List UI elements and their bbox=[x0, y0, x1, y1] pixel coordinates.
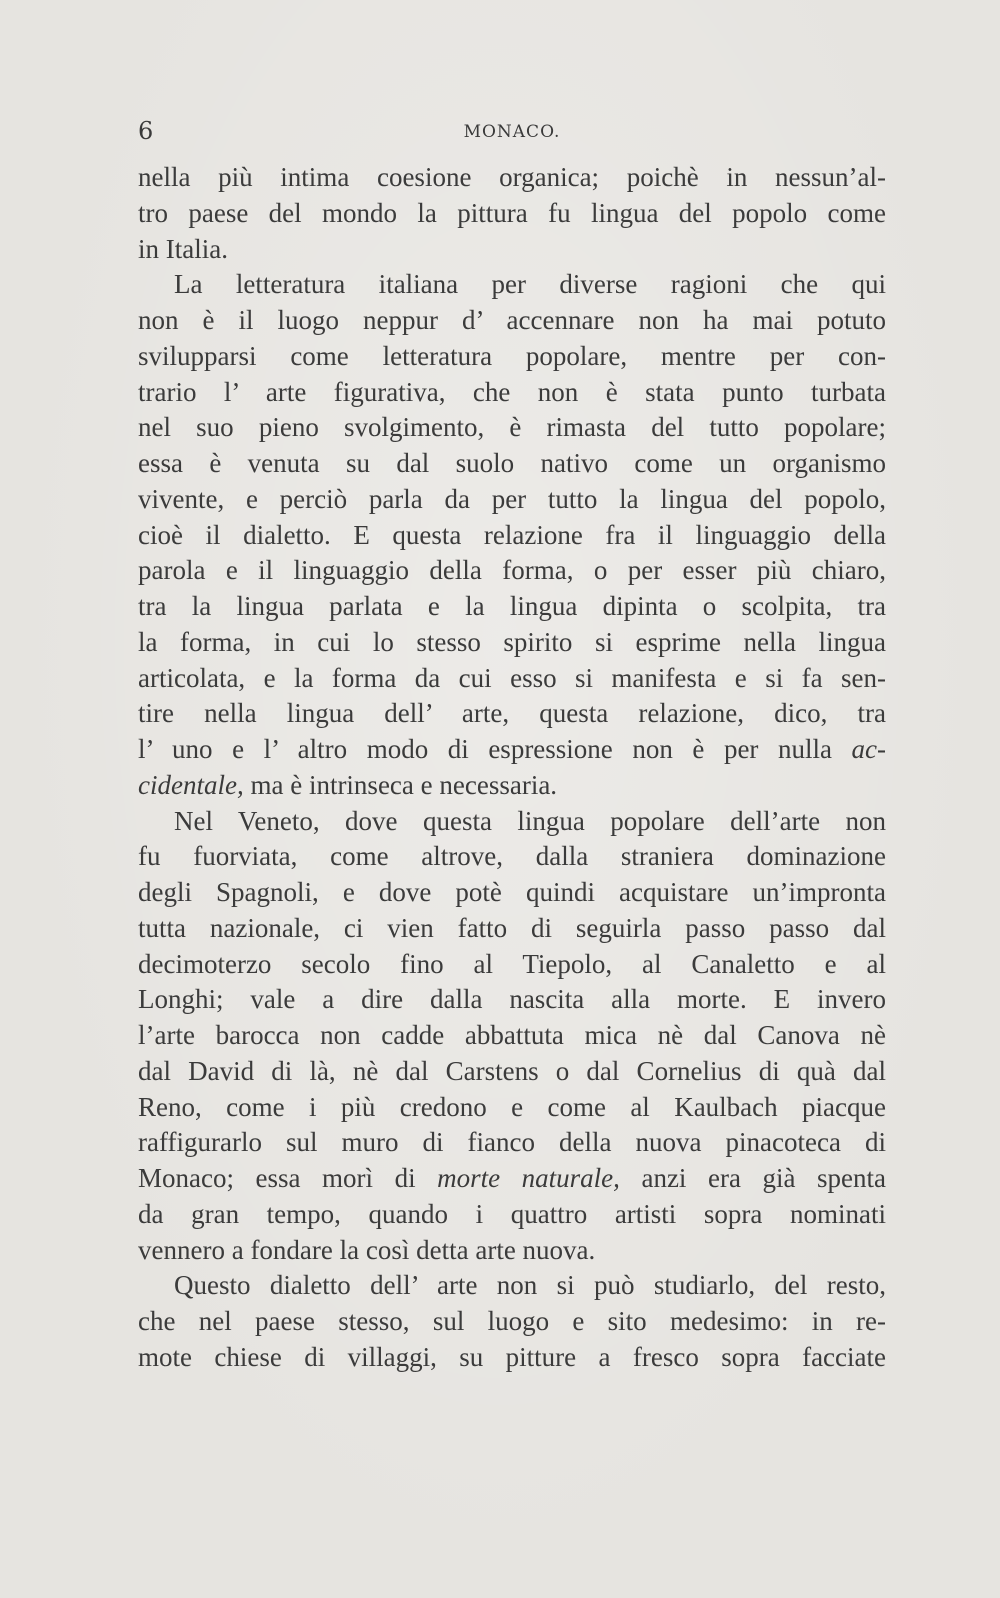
line-text: l’ uno e l’ altro modo di espressione non è per nulla bbox=[138, 734, 832, 764]
line-text: tire nella lingua dell’ arte, questa relazione, dico, tra bbox=[138, 698, 886, 729]
line-text: Reno, come i più credono e come al Kaulbach piacque bbox=[138, 1091, 886, 1122]
text-line bbox=[138, 410, 886, 446]
page-number: 6 bbox=[138, 117, 154, 145]
text-line bbox=[138, 518, 886, 554]
line-text: raffigurarlo sul muro di fianco della nuova pinacoteca di bbox=[138, 1127, 886, 1158]
line-text-after: anzi era già spenta bbox=[619, 1163, 886, 1193]
text-line bbox=[138, 661, 886, 697]
line-text: che nel paese stesso, sul luogo e sito medesimo: in re- bbox=[138, 1306, 886, 1336]
text-line bbox=[138, 589, 886, 625]
line-text: svilupparsi come letteratura popolare, mentre per con- bbox=[138, 340, 886, 371]
text-line bbox=[138, 1197, 886, 1233]
line-text: tra la lingua parlata e la lingua dipinta o scolpita, tra bbox=[138, 591, 886, 621]
text-line bbox=[138, 339, 886, 375]
text-line bbox=[138, 553, 886, 589]
line-text: articolata, e la forma da cui esso si manifesta e si fa sen- bbox=[138, 662, 886, 693]
text-line bbox=[138, 1161, 886, 1197]
line-text: fu fuorviata, come altrove, dalla straniera dominazione bbox=[138, 841, 886, 872]
line-text: nel suo pieno svolgimento, è rimasta del tutto popolare; bbox=[138, 412, 886, 443]
line-text: degli Spagnoli, e dove potè quindi acquistare un’impronta bbox=[138, 877, 886, 907]
text-line bbox=[138, 1340, 886, 1376]
text-line bbox=[138, 446, 886, 482]
text-line bbox=[138, 696, 886, 732]
text-line bbox=[138, 196, 886, 232]
page-header bbox=[138, 116, 886, 146]
line-text: nella più intima coesione organica; poichè in nessun’al- bbox=[138, 162, 886, 192]
line-text: essa è venuta su dal suolo nativo come un organismo bbox=[138, 448, 886, 478]
line-text: Monaco; essa morì di bbox=[138, 1163, 416, 1193]
text-line bbox=[138, 1054, 886, 1090]
line-text: mote chiese di villaggi, su pitture a fresco sopra facciate bbox=[138, 1341, 886, 1372]
text-line bbox=[138, 732, 886, 768]
italic-text: morte naturale, bbox=[437, 1163, 620, 1193]
line-text: la forma, in cui lo stesso spirito si esprime nella lingua bbox=[138, 626, 886, 657]
text-line bbox=[138, 267, 886, 303]
text-line bbox=[138, 768, 886, 804]
line-text: La letteratura italiana per diverse ragioni che qui bbox=[174, 269, 886, 300]
line-text: non è il luogo neppur d’ accennare non ha mai potuto bbox=[138, 305, 886, 335]
body-text bbox=[138, 160, 886, 1376]
text-line bbox=[138, 375, 886, 411]
line-text: l’arte barocca non cadde abbattuta mica nè dal Canova nè bbox=[138, 1020, 886, 1050]
line-text: trario l’ arte figurativa, che non è stata punto turbata bbox=[138, 376, 886, 407]
text-line bbox=[138, 839, 886, 875]
text-line bbox=[138, 1125, 886, 1161]
text-line bbox=[138, 1268, 886, 1304]
italic-text: ac- bbox=[851, 734, 887, 764]
text-line bbox=[138, 1304, 886, 1340]
text-line bbox=[138, 947, 886, 983]
text-line bbox=[138, 804, 886, 840]
line-text: parola e il linguaggio della forma, o per esser più chiaro, bbox=[138, 555, 886, 586]
line-text: Questo dialetto dell’ arte non si può studiarlo, del resto, bbox=[174, 1270, 886, 1301]
line-text: cioè il dialetto. E questa relazione fra il linguaggio della bbox=[138, 519, 886, 550]
text-line bbox=[138, 1018, 886, 1054]
text-line bbox=[138, 232, 886, 268]
line-text: vennero a fondare la così detta arte nuova. bbox=[138, 1234, 596, 1265]
italic-text: cidentale, bbox=[138, 769, 244, 800]
running-head: MONACO. bbox=[463, 122, 561, 142]
text-line bbox=[138, 303, 886, 339]
line-text: dal David di là, nè dal Carstens o dal Cornelius di quà dal bbox=[138, 1055, 886, 1086]
line-text: da gran tempo, quando i quattro artisti sopra nominati bbox=[138, 1198, 886, 1229]
text-line bbox=[138, 482, 886, 518]
text-line bbox=[138, 1090, 886, 1126]
line-text: tutta nazionale, ci vien fatto di seguirla passo passo dal bbox=[138, 912, 886, 943]
line-text: vivente, e perciò parla da per tutto la lingua del popolo, bbox=[138, 483, 886, 514]
text-line bbox=[138, 875, 886, 911]
text-line bbox=[138, 1233, 886, 1269]
line-text: ma è intrinseca e necessaria. bbox=[243, 769, 558, 800]
text-line bbox=[138, 625, 886, 661]
line-text: Nel Veneto, dove questa lingua popolare dell’arte non bbox=[174, 805, 886, 836]
line-text: in Italia. bbox=[138, 233, 228, 264]
line-text: decimoterzo secolo fino al Tiepolo, al Canaletto e al bbox=[138, 948, 886, 979]
text-line bbox=[138, 160, 886, 196]
line-text: tro paese del mondo la pittura fu lingua del popolo come bbox=[138, 197, 886, 228]
text-line bbox=[138, 911, 886, 947]
text-line bbox=[138, 982, 886, 1018]
line-text: Longhi; vale a dire dalla nascita alla morte. E invero bbox=[138, 984, 886, 1015]
